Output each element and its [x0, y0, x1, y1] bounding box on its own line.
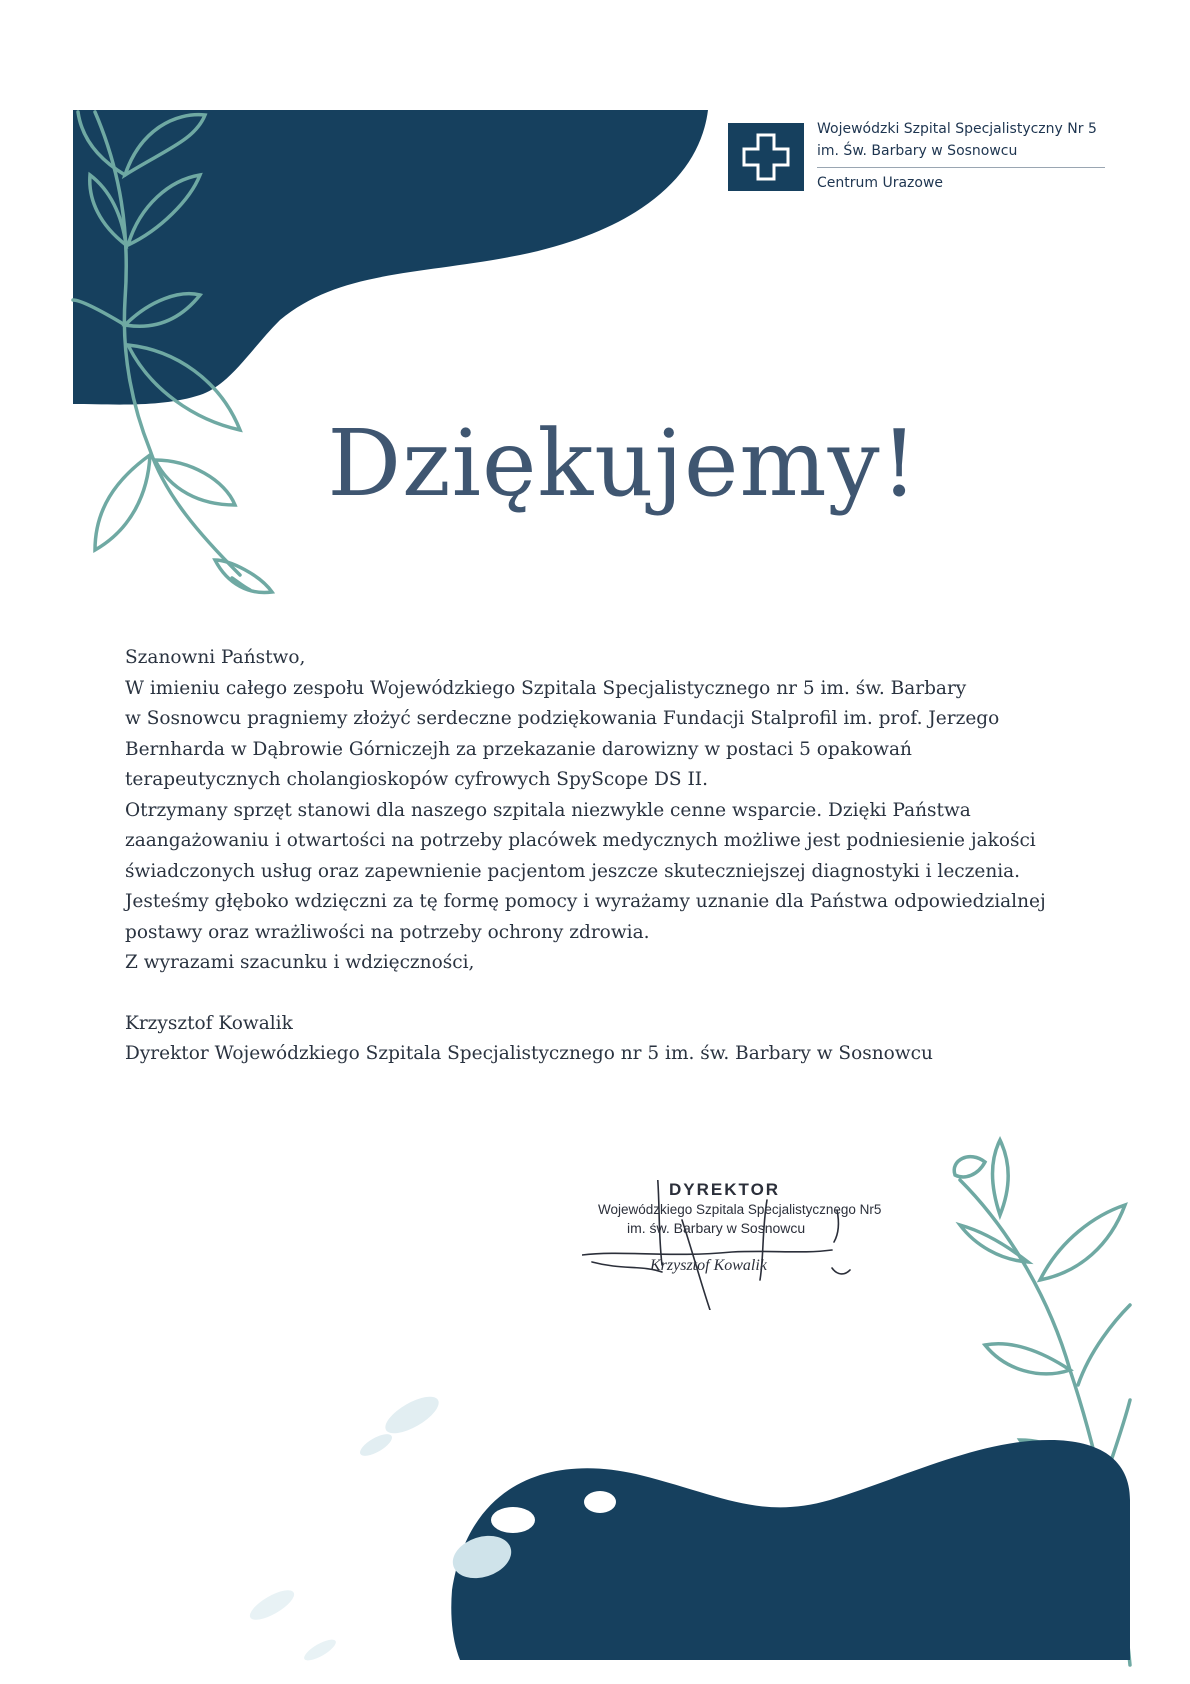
letter-line: zaangażowaniu i otwartości na potrzeby placówek medycznych możliwe jest podniesienie jakości	[125, 830, 1036, 851]
faint-splash-1	[380, 1390, 444, 1441]
letter-body	[125, 643, 1130, 1070]
cross-logo-icon	[728, 123, 804, 191]
signer-title: Dyrektor Wojewódzkiego Szpitala Specjalistycznego nr 5 im. św. Barbary w Sosnowcu	[125, 1043, 933, 1064]
letter-line: świadczonych usług oraz zapewnienie pacjentom jeszcze skuteczniejszej diagnostyki i leczenia.	[125, 860, 1021, 882]
faint-splash-3	[246, 1585, 298, 1626]
letter-line: terapeutycznych cholangioskopów cyfrowych SpyScope DS II.	[125, 769, 708, 790]
blob-highlight-3	[584, 1491, 616, 1513]
letter-line: W imieniu całego zespołu Wojewódzkiego Szpitala Specjalistycznego nr 5 im. św. Barbary	[125, 677, 967, 699]
bottom-blob	[451, 1440, 1130, 1660]
letter-line: w Sosnowcu pragniemy złożyć serdeczne podziękowania Fundacji Stalprofil im. prof. Jerzego	[125, 708, 1000, 729]
official-stamp	[582, 1180, 882, 1310]
stamp-line-4: Krzysztof Kowalik	[650, 1257, 767, 1274]
page-title: Dziękujemy!	[327, 410, 919, 517]
unit-name: Centrum Urazowe	[817, 175, 944, 191]
blob-highlight-1	[491, 1507, 535, 1533]
letter-line: Otrzymany sprzęt stanowi dla naszego szpitala niezwykle cenne wsparcie. Dzięki Państwa	[125, 799, 971, 821]
letter-line: Bernharda w Dąbrowie Górniczejh za przekazanie darowizny w postaci 5 opakowań	[125, 738, 912, 760]
signer-name: Krzysztof Kowalik	[125, 1012, 293, 1034]
hospital-name: Wojewódzki Szpital Specjalistyczny Nr 5	[817, 121, 1097, 137]
greeting: Szanowni Państwo,	[125, 647, 306, 668]
letter-line: Jesteśmy głęboko wdzięczni za tę formę pomocy i wyrażamy uznanie dla Państwa odpowiedzialnej	[125, 891, 1046, 912]
top-left-blob	[73, 110, 708, 405]
header-divider	[817, 167, 1105, 168]
closing: Z wyrazami szacunku i wdzięczności,	[125, 952, 475, 973]
stamp-line-3: im. św. Barbary w Sosnowcu	[627, 1220, 806, 1236]
letter-line: postawy oraz wrażliwości na potrzeby ochrony zdrowia.	[125, 921, 650, 943]
stamp-line-2: Wojewódzkiego Szpitala Specjalistycznego Nr5	[598, 1202, 882, 1217]
faint-splash-2	[357, 1430, 395, 1460]
stamp-line-1: DYREKTOR	[669, 1180, 781, 1199]
faint-splash-4	[301, 1636, 338, 1664]
spacer	[125, 979, 1130, 1009]
hospital-subtitle: im. Św. Barbary w Sosnowcu	[817, 143, 1018, 159]
